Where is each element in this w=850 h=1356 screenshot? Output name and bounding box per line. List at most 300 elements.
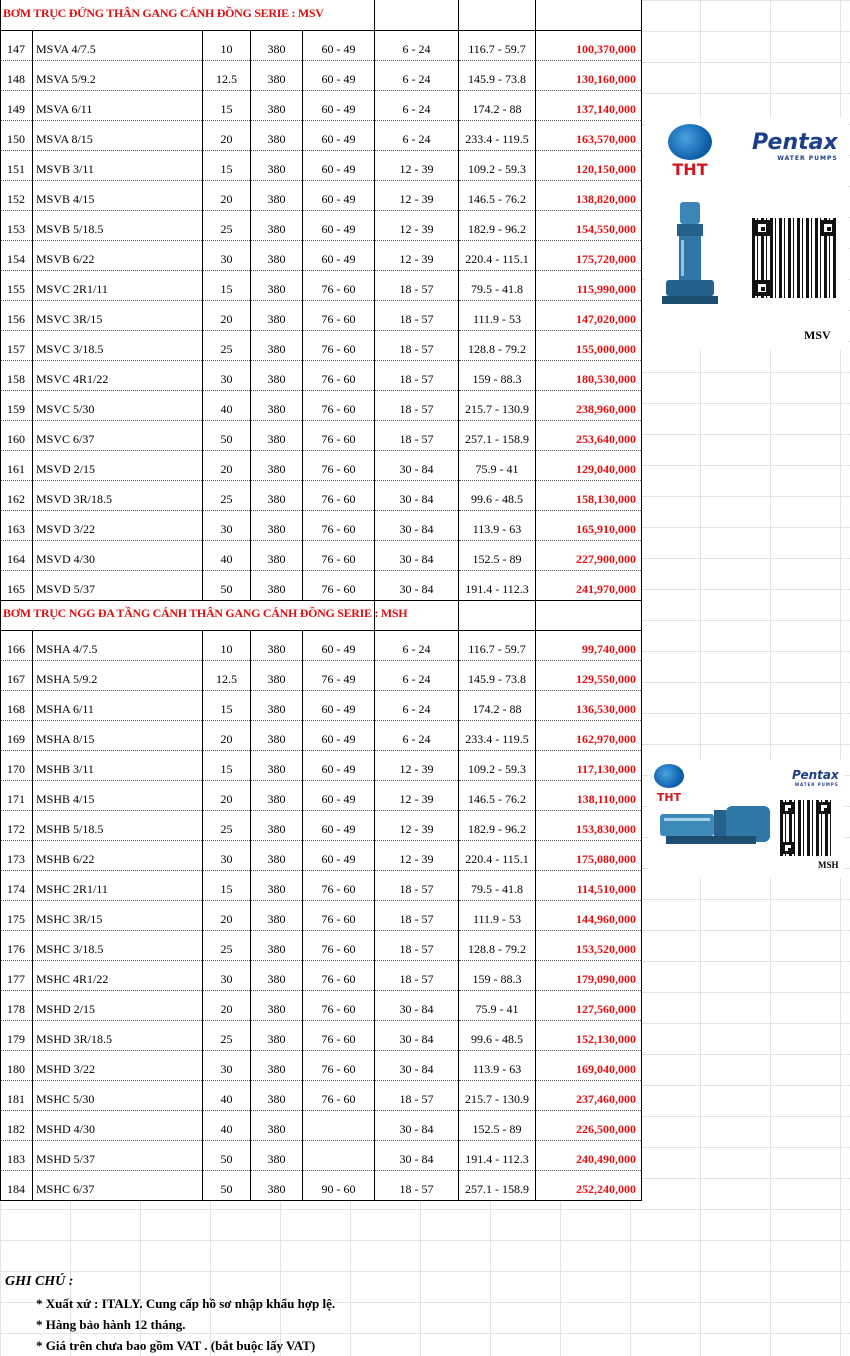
head-cell: 76 - 60: [303, 900, 375, 930]
price-cell: 144,960,000: [536, 900, 642, 930]
flow-cell: 30: [203, 240, 251, 270]
head-cell: 76 - 49: [303, 660, 375, 690]
voltage-cell: 380: [251, 540, 303, 570]
price-cell: 127,560,000: [536, 990, 642, 1020]
flow-cell: 20: [203, 780, 251, 810]
flow-cell: 50: [203, 1170, 251, 1200]
head-cell: 76 - 60: [303, 1080, 375, 1110]
flow-cell: 25: [203, 810, 251, 840]
row-number: 179: [1, 1020, 33, 1050]
table-row: [1, 780, 642, 810]
price-cell: 237,460,000: [536, 1080, 642, 1110]
voltage-cell: 380: [251, 390, 303, 420]
voltage-cell: 380: [251, 60, 303, 90]
model-cell: MSVC 2R1/11: [33, 270, 203, 300]
price-cell: 226,500,000: [536, 1110, 642, 1140]
head-cell: 60 - 49: [303, 720, 375, 750]
capacity-cell: 18 - 57: [375, 420, 459, 450]
model-cell: MSHB 5/18.5: [33, 810, 203, 840]
table-row: [1, 1140, 642, 1170]
row-number: 150: [1, 120, 33, 150]
note-line: * Giá trên chưa bao gồm VAT . (bắt buộc lấy VAT): [36, 1338, 316, 1353]
tht-logo-icon: [654, 764, 684, 788]
model-cell: MSHC 4R1/22: [33, 960, 203, 990]
capacity-cell: 6 - 24: [375, 120, 459, 150]
model-cell: MSHA 8/15: [33, 720, 203, 750]
row-number: 148: [1, 60, 33, 90]
flow-cell: 30: [203, 510, 251, 540]
head-cell: 76 - 60: [303, 570, 375, 600]
model-cell: MSHC 3R/15: [33, 900, 203, 930]
head-cell: 76 - 60: [303, 330, 375, 360]
flow-cell: 15: [203, 870, 251, 900]
flow-cell: 20: [203, 120, 251, 150]
price-cell: 162,970,000: [536, 720, 642, 750]
power-cell: 191.4 - 112.3: [459, 570, 536, 600]
row-number: 165: [1, 570, 33, 600]
power-cell: 152.5 - 89: [459, 540, 536, 570]
flow-cell: 15: [203, 690, 251, 720]
power-cell: 257.1 - 158.9: [459, 420, 536, 450]
power-cell: 145.9 - 73.8: [459, 60, 536, 90]
capacity-cell: 12 - 39: [375, 210, 459, 240]
row-number: 157: [1, 330, 33, 360]
capacity-cell: 6 - 24: [375, 30, 459, 60]
flow-cell: 15: [203, 270, 251, 300]
head-cell: 60 - 49: [303, 180, 375, 210]
flow-cell: 50: [203, 420, 251, 450]
table-row: [1, 210, 642, 240]
model-cell: MSHD 3/22: [33, 1050, 203, 1080]
table-row: [1, 30, 642, 60]
model-cell: MSHA 5/9.2: [33, 660, 203, 690]
voltage-cell: 380: [251, 720, 303, 750]
note-line: * Xuất xứ : ITALY. Cung cấp hồ sơ nhập khẩu hợp lệ.: [36, 1296, 336, 1311]
row-number: 158: [1, 360, 33, 390]
model-cell: MSHC 6/37: [33, 1170, 203, 1200]
capacity-cell: 6 - 24: [375, 90, 459, 120]
row-number: 162: [1, 480, 33, 510]
pentax-logo-text: Pentax: [792, 768, 839, 782]
msh-product-image: [648, 760, 844, 878]
power-cell: 220.4 - 115.1: [459, 840, 536, 870]
price-cell: 155,000,000: [536, 330, 642, 360]
price-cell: 179,090,000: [536, 960, 642, 990]
voltage-cell: 380: [251, 240, 303, 270]
head-cell: 60 - 49: [303, 90, 375, 120]
flow-cell: 40: [203, 540, 251, 570]
model-cell: MSVA 6/11: [33, 90, 203, 120]
table-row: [1, 840, 642, 870]
head-cell: 60 - 49: [303, 690, 375, 720]
capacity-cell: 12 - 39: [375, 780, 459, 810]
capacity-cell: 18 - 57: [375, 270, 459, 300]
capacity-cell: 18 - 57: [375, 930, 459, 960]
table-row: [1, 270, 642, 300]
price-cell: 138,110,000: [536, 780, 642, 810]
voltage-cell: 380: [251, 450, 303, 480]
row-number: 172: [1, 810, 33, 840]
row-number: 183: [1, 1140, 33, 1170]
empty-cell: [459, 0, 536, 30]
empty-cell: [375, 0, 459, 30]
flow-cell: 50: [203, 1140, 251, 1170]
head-cell: 76 - 60: [303, 390, 375, 420]
head-cell: 76 - 60: [303, 1050, 375, 1080]
table-row: [1, 960, 642, 990]
capacity-cell: 6 - 24: [375, 720, 459, 750]
row-number: 161: [1, 450, 33, 480]
voltage-cell: 380: [251, 1110, 303, 1140]
power-cell: 220.4 - 115.1: [459, 240, 536, 270]
voltage-cell: 380: [251, 780, 303, 810]
voltage-cell: 380: [251, 960, 303, 990]
capacity-cell: 30 - 84: [375, 450, 459, 480]
model-cell: MSHD 2/15: [33, 990, 203, 1020]
table-row: [1, 450, 642, 480]
price-cell: 180,530,000: [536, 360, 642, 390]
head-cell: 60 - 49: [303, 840, 375, 870]
capacity-cell: 6 - 24: [375, 630, 459, 660]
model-cell: MSVA 8/15: [33, 120, 203, 150]
model-cell: MSVD 4/30: [33, 540, 203, 570]
capacity-cell: 12 - 39: [375, 180, 459, 210]
voltage-cell: 380: [251, 1140, 303, 1170]
row-number: 182: [1, 1110, 33, 1140]
price-cell: 227,900,000: [536, 540, 642, 570]
flow-cell: 20: [203, 720, 251, 750]
model-cell: MSHC 5/30: [33, 1080, 203, 1110]
head-cell: 60 - 49: [303, 780, 375, 810]
power-cell: 233.4 - 119.5: [459, 120, 536, 150]
flow-cell: 12.5: [203, 60, 251, 90]
head-cell: 60 - 49: [303, 60, 375, 90]
flow-cell: 25: [203, 330, 251, 360]
voltage-cell: 380: [251, 810, 303, 840]
tht-logo: [662, 124, 718, 180]
power-cell: 113.9 - 63: [459, 510, 536, 540]
model-cell: MSHD 5/37: [33, 1140, 203, 1170]
table-row: [1, 360, 642, 390]
row-number: 164: [1, 540, 33, 570]
price-cell: 138,820,000: [536, 180, 642, 210]
flow-cell: 15: [203, 150, 251, 180]
row-number: 180: [1, 1050, 33, 1080]
price-cell: 114,510,000: [536, 870, 642, 900]
table-row: [1, 90, 642, 120]
row-number: 163: [1, 510, 33, 540]
flow-cell: 25: [203, 480, 251, 510]
row-number: 181: [1, 1080, 33, 1110]
head-cell: 76 - 60: [303, 1020, 375, 1050]
table-row: [1, 300, 642, 330]
price-cell: 100,370,000: [536, 30, 642, 60]
model-cell: MSVC 3/18.5: [33, 330, 203, 360]
model-cell: MSHD 4/30: [33, 1110, 203, 1140]
table-row: [1, 330, 642, 360]
row-number: 147: [1, 30, 33, 60]
model-cell: MSHB 6/22: [33, 840, 203, 870]
power-cell: 111.9 - 53: [459, 300, 536, 330]
model-cell: MSVD 2/15: [33, 450, 203, 480]
flow-cell: 20: [203, 900, 251, 930]
model-cell: MSHC 2R1/11: [33, 870, 203, 900]
row-number: 169: [1, 720, 33, 750]
flow-cell: 20: [203, 990, 251, 1020]
model-cell: MSVB 6/22: [33, 240, 203, 270]
capacity-cell: 12 - 39: [375, 240, 459, 270]
voltage-cell: 380: [251, 930, 303, 960]
table-row: [1, 420, 642, 450]
price-cell: 153,830,000: [536, 810, 642, 840]
price-cell: 99,740,000: [536, 630, 642, 660]
row-number: 153: [1, 210, 33, 240]
flow-cell: 30: [203, 360, 251, 390]
model-cell: MSVA 5/9.2: [33, 60, 203, 90]
row-number: 174: [1, 870, 33, 900]
head-cell: 76 - 60: [303, 450, 375, 480]
capacity-cell: 12 - 39: [375, 150, 459, 180]
price-cell: 238,960,000: [536, 390, 642, 420]
voltage-cell: 380: [251, 180, 303, 210]
voltage-cell: 380: [251, 750, 303, 780]
capacity-cell: 12 - 39: [375, 840, 459, 870]
table-row: [1, 570, 642, 600]
table-row: [1, 870, 642, 900]
table-row: [1, 930, 642, 960]
flow-cell: 10: [203, 630, 251, 660]
model-cell: MSVC 6/37: [33, 420, 203, 450]
head-cell: 76 - 60: [303, 960, 375, 990]
head-cell: 76 - 60: [303, 270, 375, 300]
power-cell: 109.2 - 59.3: [459, 750, 536, 780]
qr-code-icon: [778, 798, 834, 858]
flow-cell: 25: [203, 210, 251, 240]
msh-section-title: BƠM TRỤC NGG ĐA TẦNG CÁNH THÂN GANG CÁNH ĐỒNG SERIE : MSH: [1, 600, 375, 630]
voltage-cell: 380: [251, 480, 303, 510]
table-row: [1, 1020, 642, 1050]
flow-cell: 40: [203, 1080, 251, 1110]
voltage-cell: 380: [251, 990, 303, 1020]
model-cell: MSVB 3/11: [33, 150, 203, 180]
row-number: 166: [1, 630, 33, 660]
capacity-cell: 30 - 84: [375, 570, 459, 600]
empty-cell: [536, 600, 642, 630]
price-cell: 169,040,000: [536, 1050, 642, 1080]
price-cell: 137,140,000: [536, 90, 642, 120]
flow-cell: 10: [203, 30, 251, 60]
power-cell: 152.5 - 89: [459, 1110, 536, 1140]
capacity-cell: 30 - 84: [375, 1140, 459, 1170]
voltage-cell: 380: [251, 1080, 303, 1110]
flow-cell: 15: [203, 90, 251, 120]
horizontal-pump-icon: [656, 800, 776, 850]
flow-cell: 25: [203, 1020, 251, 1050]
table-row: [1, 480, 642, 510]
head-cell: 60 - 49: [303, 210, 375, 240]
head-cell: 76 - 60: [303, 930, 375, 960]
voltage-cell: 380: [251, 630, 303, 660]
power-cell: 79.5 - 41.8: [459, 270, 536, 300]
voltage-cell: 380: [251, 150, 303, 180]
table-row: [1, 60, 642, 90]
msv-section-title: BƠM TRỤC ĐỨNG THÂN GANG CÁNH ĐỒNG SERIE : MSV: [1, 0, 375, 30]
power-cell: 109.2 - 59.3: [459, 150, 536, 180]
row-number: 156: [1, 300, 33, 330]
table-row: [1, 990, 642, 1020]
model-cell: MSVD 3/22: [33, 510, 203, 540]
capacity-cell: 30 - 84: [375, 1020, 459, 1050]
head-cell: 76 - 60: [303, 480, 375, 510]
tht-logo-text: THT: [672, 160, 708, 179]
flow-cell: 30: [203, 1050, 251, 1080]
power-cell: 99.6 - 48.5: [459, 480, 536, 510]
price-cell: 147,020,000: [536, 300, 642, 330]
capacity-cell: 30 - 84: [375, 1110, 459, 1140]
qr-code-icon: [750, 216, 840, 300]
table-row: [1, 1080, 642, 1110]
power-cell: 145.9 - 73.8: [459, 660, 536, 690]
voltage-cell: 380: [251, 900, 303, 930]
power-cell: 159 - 88.3: [459, 960, 536, 990]
flow-cell: 40: [203, 390, 251, 420]
power-cell: 146.5 - 76.2: [459, 780, 536, 810]
voltage-cell: 380: [251, 1050, 303, 1080]
flow-cell: 40: [203, 1110, 251, 1140]
price-cell: 175,080,000: [536, 840, 642, 870]
table-row: [1, 120, 642, 150]
row-number: 160: [1, 420, 33, 450]
table-row: [1, 1050, 642, 1080]
model-cell: MSHD 3R/18.5: [33, 1020, 203, 1050]
voltage-cell: 380: [251, 210, 303, 240]
table-row: [1, 240, 642, 270]
model-cell: MSHB 3/11: [33, 750, 203, 780]
row-number: 149: [1, 90, 33, 120]
model-cell: MSHA 4/7.5: [33, 630, 203, 660]
pentax-logo-subtext: WATER PUMPS: [777, 155, 838, 162]
price-cell: 136,530,000: [536, 690, 642, 720]
msv-image-label: MSV: [804, 328, 831, 342]
flow-cell: 20: [203, 180, 251, 210]
table-row: [1, 900, 642, 930]
flow-cell: 25: [203, 930, 251, 960]
model-cell: MSVC 5/30: [33, 390, 203, 420]
power-cell: 75.9 - 41: [459, 450, 536, 480]
msh-section-header-row: [1, 600, 642, 630]
flow-cell: 30: [203, 840, 251, 870]
model-cell: MSVA 4/7.5: [33, 30, 203, 60]
price-cell: 154,550,000: [536, 210, 642, 240]
head-cell: 60 - 49: [303, 30, 375, 60]
capacity-cell: 18 - 57: [375, 960, 459, 990]
notes-heading: GHI CHÚ :: [5, 1274, 74, 1289]
empty-cell: [459, 600, 536, 630]
row-number: 170: [1, 750, 33, 780]
voltage-cell: 380: [251, 870, 303, 900]
price-cell: 117,130,000: [536, 750, 642, 780]
model-cell: MSVD 3R/18.5: [33, 480, 203, 510]
power-cell: 215.7 - 130.9: [459, 1080, 536, 1110]
price-cell: 120,150,000: [536, 150, 642, 180]
capacity-cell: 18 - 57: [375, 1170, 459, 1200]
voltage-cell: 380: [251, 660, 303, 690]
power-cell: 257.1 - 158.9: [459, 1170, 536, 1200]
vertical-pump-icon: [660, 200, 720, 308]
table-row: [1, 630, 642, 660]
power-cell: 128.8 - 79.2: [459, 330, 536, 360]
capacity-cell: 30 - 84: [375, 480, 459, 510]
price-cell: 130,160,000: [536, 60, 642, 90]
tht-logo-icon: [668, 124, 712, 160]
flow-cell: 15: [203, 750, 251, 780]
price-cell: 241,970,000: [536, 570, 642, 600]
model-cell: MSHB 4/15: [33, 780, 203, 810]
row-number: 155: [1, 270, 33, 300]
row-number: 159: [1, 390, 33, 420]
model-cell: MSVC 4R1/22: [33, 360, 203, 390]
flow-cell: 20: [203, 300, 251, 330]
flow-cell: 20: [203, 450, 251, 480]
table-row: [1, 150, 642, 180]
capacity-cell: 18 - 57: [375, 900, 459, 930]
head-cell: 76 - 60: [303, 360, 375, 390]
voltage-cell: 380: [251, 690, 303, 720]
row-number: 184: [1, 1170, 33, 1200]
capacity-cell: 12 - 39: [375, 810, 459, 840]
capacity-cell: 6 - 24: [375, 690, 459, 720]
model-cell: MSHA 6/11: [33, 690, 203, 720]
power-cell: 146.5 - 76.2: [459, 180, 536, 210]
power-cell: 99.6 - 48.5: [459, 1020, 536, 1050]
row-number: 178: [1, 990, 33, 1020]
table-row: [1, 1170, 642, 1200]
power-cell: 174.2 - 88: [459, 690, 536, 720]
table-row: [1, 660, 642, 690]
flow-cell: 12.5: [203, 660, 251, 690]
table-row: [1, 510, 642, 540]
model-cell: MSVC 3R/15: [33, 300, 203, 330]
head-cell: 76 - 60: [303, 420, 375, 450]
power-cell: 111.9 - 53: [459, 900, 536, 930]
row-number: 173: [1, 840, 33, 870]
price-cell: 129,040,000: [536, 450, 642, 480]
head-cell: 60 - 49: [303, 240, 375, 270]
voltage-cell: 380: [251, 360, 303, 390]
capacity-cell: 30 - 84: [375, 990, 459, 1020]
head-cell: 76 - 60: [303, 990, 375, 1020]
voltage-cell: 380: [251, 90, 303, 120]
row-number: 151: [1, 150, 33, 180]
capacity-cell: 18 - 57: [375, 1080, 459, 1110]
head-cell: 76 - 60: [303, 300, 375, 330]
table-row: [1, 390, 642, 420]
msv-section-header-row: [1, 0, 642, 30]
power-cell: 182.9 - 96.2: [459, 810, 536, 840]
head-cell: 60 - 49: [303, 810, 375, 840]
price-cell: 153,520,000: [536, 930, 642, 960]
power-cell: 128.8 - 79.2: [459, 930, 536, 960]
head-cell: 60 - 49: [303, 750, 375, 780]
voltage-cell: 380: [251, 1170, 303, 1200]
capacity-cell: 30 - 84: [375, 510, 459, 540]
head-cell: 76 - 60: [303, 870, 375, 900]
power-cell: 79.5 - 41.8: [459, 870, 536, 900]
voltage-cell: 380: [251, 120, 303, 150]
price-cell: 240,490,000: [536, 1140, 642, 1170]
price-cell: 165,910,000: [536, 510, 642, 540]
capacity-cell: 18 - 57: [375, 390, 459, 420]
